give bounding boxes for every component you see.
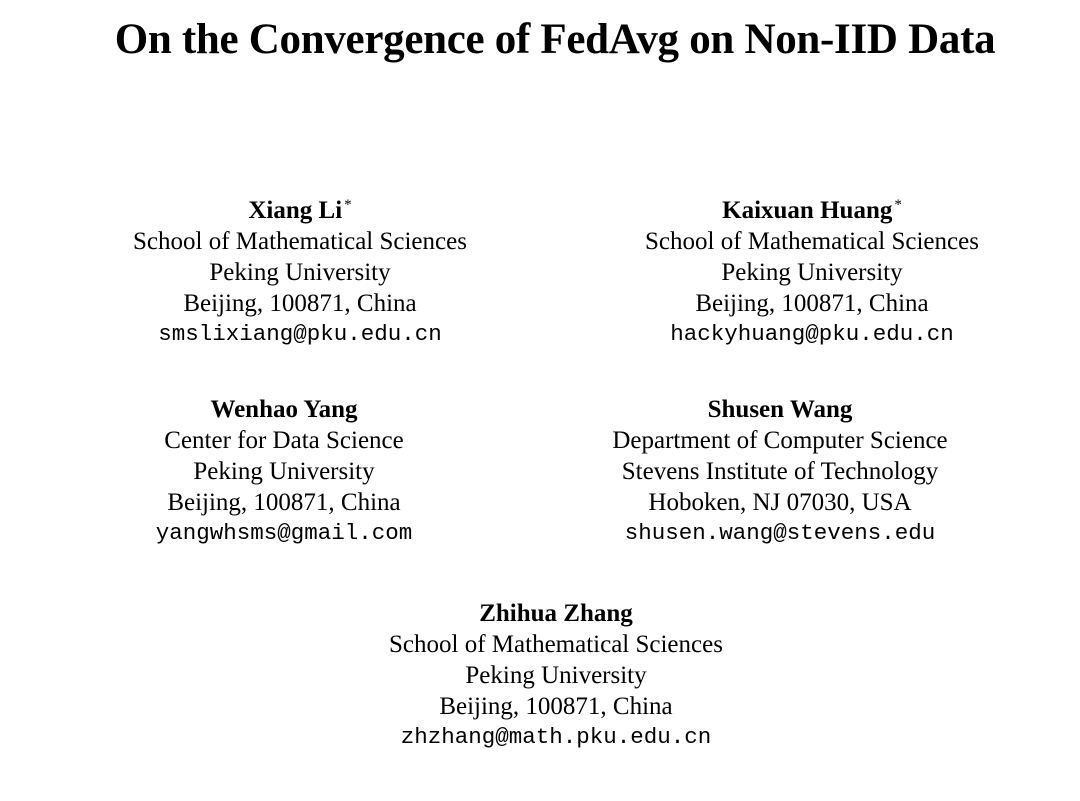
author-department: School of Mathematical Sciences: [645, 228, 979, 255]
author-name: Xiang Li *: [248, 197, 352, 224]
author-institution: Stevens Institute of Technology: [621, 458, 939, 485]
author-department: School of Mathematical Sciences: [389, 631, 723, 658]
equal-contribution-mark: *: [344, 197, 352, 213]
author-institution: Peking University: [193, 458, 375, 485]
author-name: Wenhao Yang: [210, 396, 358, 423]
author-department: Center for Data Science: [164, 427, 404, 454]
author-department: Department of Computer Science: [612, 427, 948, 454]
author-department: School of Mathematical Sciences: [133, 228, 467, 255]
author-email: zhzhang@math.pku.edu.cn: [400, 724, 712, 750]
paper-title: On the Convergence of FedAvg on Non-IID Data: [114, 16, 996, 63]
author-email: yangwhsms@gmail.com: [155, 520, 413, 546]
author-block-shusen-wang: [520, 394, 1040, 549]
author-institution: Peking University: [721, 259, 903, 286]
author-name: Kaixuan Huang *: [722, 197, 902, 224]
equal-contribution-mark: *: [894, 197, 902, 213]
author-block-wenhao-yang: [24, 394, 544, 549]
author-address: Beijing, 100871, China: [695, 290, 929, 317]
author-name: Shusen Wang: [707, 396, 853, 423]
author-address: Hoboken, NJ 07030, USA: [648, 489, 912, 516]
author-email: hackyhuang@pku.edu.cn: [670, 321, 954, 347]
author-email: smslixiang@pku.edu.cn: [158, 321, 442, 347]
author-block-zhihua-zhang: [296, 598, 816, 753]
author-email: shusen.wang@stevens.edu: [624, 520, 936, 546]
author-address: Beijing, 100871, China: [439, 693, 673, 720]
author-name: Zhihua Zhang: [479, 600, 633, 627]
author-institution: Peking University: [209, 259, 391, 286]
author-address: Beijing, 100871, China: [183, 290, 417, 317]
author-institution: Peking University: [465, 662, 647, 689]
author-block-kaixuan-huang: [552, 190, 1072, 350]
author-block-xiang-li: [40, 190, 560, 350]
author-address: Beijing, 100871, China: [167, 489, 401, 516]
